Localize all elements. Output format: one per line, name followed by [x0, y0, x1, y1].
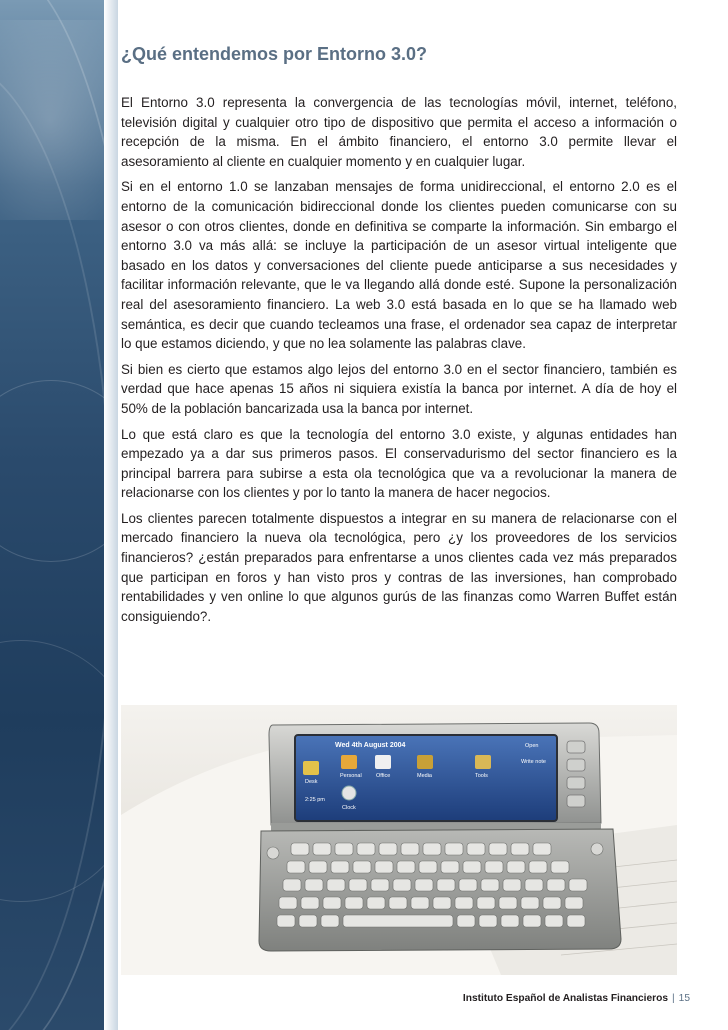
paragraph-1: El Entorno 3.0 representa la convergencia de las tecnologías móvil, internet, teléfono, televisión digital y cualquier otro tipo de dispositivo que permita el acceso a información o recepción de la misma. En el ámbito financiero, el entorno 3.0 permite llevar el asesoramiento al cliente en cualquier momento y en cualquier lugar. [121, 95, 677, 169]
desk-icon [303, 761, 319, 775]
footer-separator: | [672, 993, 675, 1004]
paragraph-2: Si en el entorno 1.0 se lanzaban mensajes de forma unidireccional, el entorno 2.0 es el entorno de la comunicación bidireccional donde los clientes pueden comunicarse con su asesor o con otros clientes, donde en definitiva se comparte la información. Sin embargo el entorno 3.0 va más allá: se incluye la participación de un asesor virtual inteligente que basado en los datos y conversaciones del cliente puede anticiparse a sus necesidades y facilitar información relevante, que le va llegando allá donde esté. Supone la personalización real del asesoramiento financiero. La web 3.0 está basada en lo que se ha llamado web semántica, es decir que cuando tecleamos una frase, el ordenador sea capaz de interpretar lo que estamos diciendo, y que no lea solamente las palabras clave. [121, 179, 677, 352]
screen-time: 2:25 pm [305, 797, 325, 803]
tools-icon [475, 755, 491, 769]
personal-icon [341, 755, 357, 769]
media-icon [417, 755, 433, 769]
app-label-personal: Personal [340, 773, 362, 779]
article-body [121, 44, 677, 632]
paragraph-5: Los clientes parecen totalmente dispuestos a integrar en su manera de relacionarse con el mercado financiero la nueva ola tecnológica, pero ¿y los proveedores de los servicios financieros? ¿están preparados para enfrentarse a unos clientes cada vez más preparados que participan en foros y han visto pros y contras de las inversiones, han comprobado rentabilidades y ven online lo que algunos gurús de las finanzas como Warren Buffet están consiguiendo?. [121, 510, 677, 624]
section-heading: ¿Qué entendemos por Entorno 3.0? [121, 44, 428, 64]
softkey-open: Open [525, 743, 539, 749]
app-label-office: Office [376, 773, 391, 779]
communicator-device-photo [121, 705, 677, 975]
clock-icon [342, 786, 356, 800]
page-footer [463, 993, 690, 1004]
app-label-desk: Desk [305, 779, 318, 785]
app-label-tools: Tools [475, 773, 488, 779]
page-number: 15 [678, 993, 690, 1004]
footer-organization: Instituto Español de Analistas Financieros [462, 993, 668, 1004]
screen-date: Wed 4th August 2004 [335, 742, 406, 749]
softkey-write-note: Write note [521, 759, 546, 765]
app-label-clock: Clock [342, 805, 356, 811]
paragraph-3: Si bien es cierto que estamos algo lejos del entorno 3.0 en el sector financiero, también es verdad que hace apenas 15 años ni siquiera existía la banca por internet. A día de hoy el 50% de la población bancarizada usa la banca por internet. [121, 361, 677, 416]
paragraph-4: Lo que está claro es que la tecnología del entorno 3.0 existe, y algunas entidades han empezado ya a dar sus primeros pasos. El conservadurismo del sector financiero es la principal barrera para subirse a esta ola tecnológica que va a revolucionar la manera de relacionarse con los clientes y por lo tanto la manera de hacer negocios. [121, 426, 677, 501]
decorative-side-band [0, 0, 118, 1030]
app-label-media: Media [417, 773, 432, 779]
office-icon [375, 755, 391, 769]
